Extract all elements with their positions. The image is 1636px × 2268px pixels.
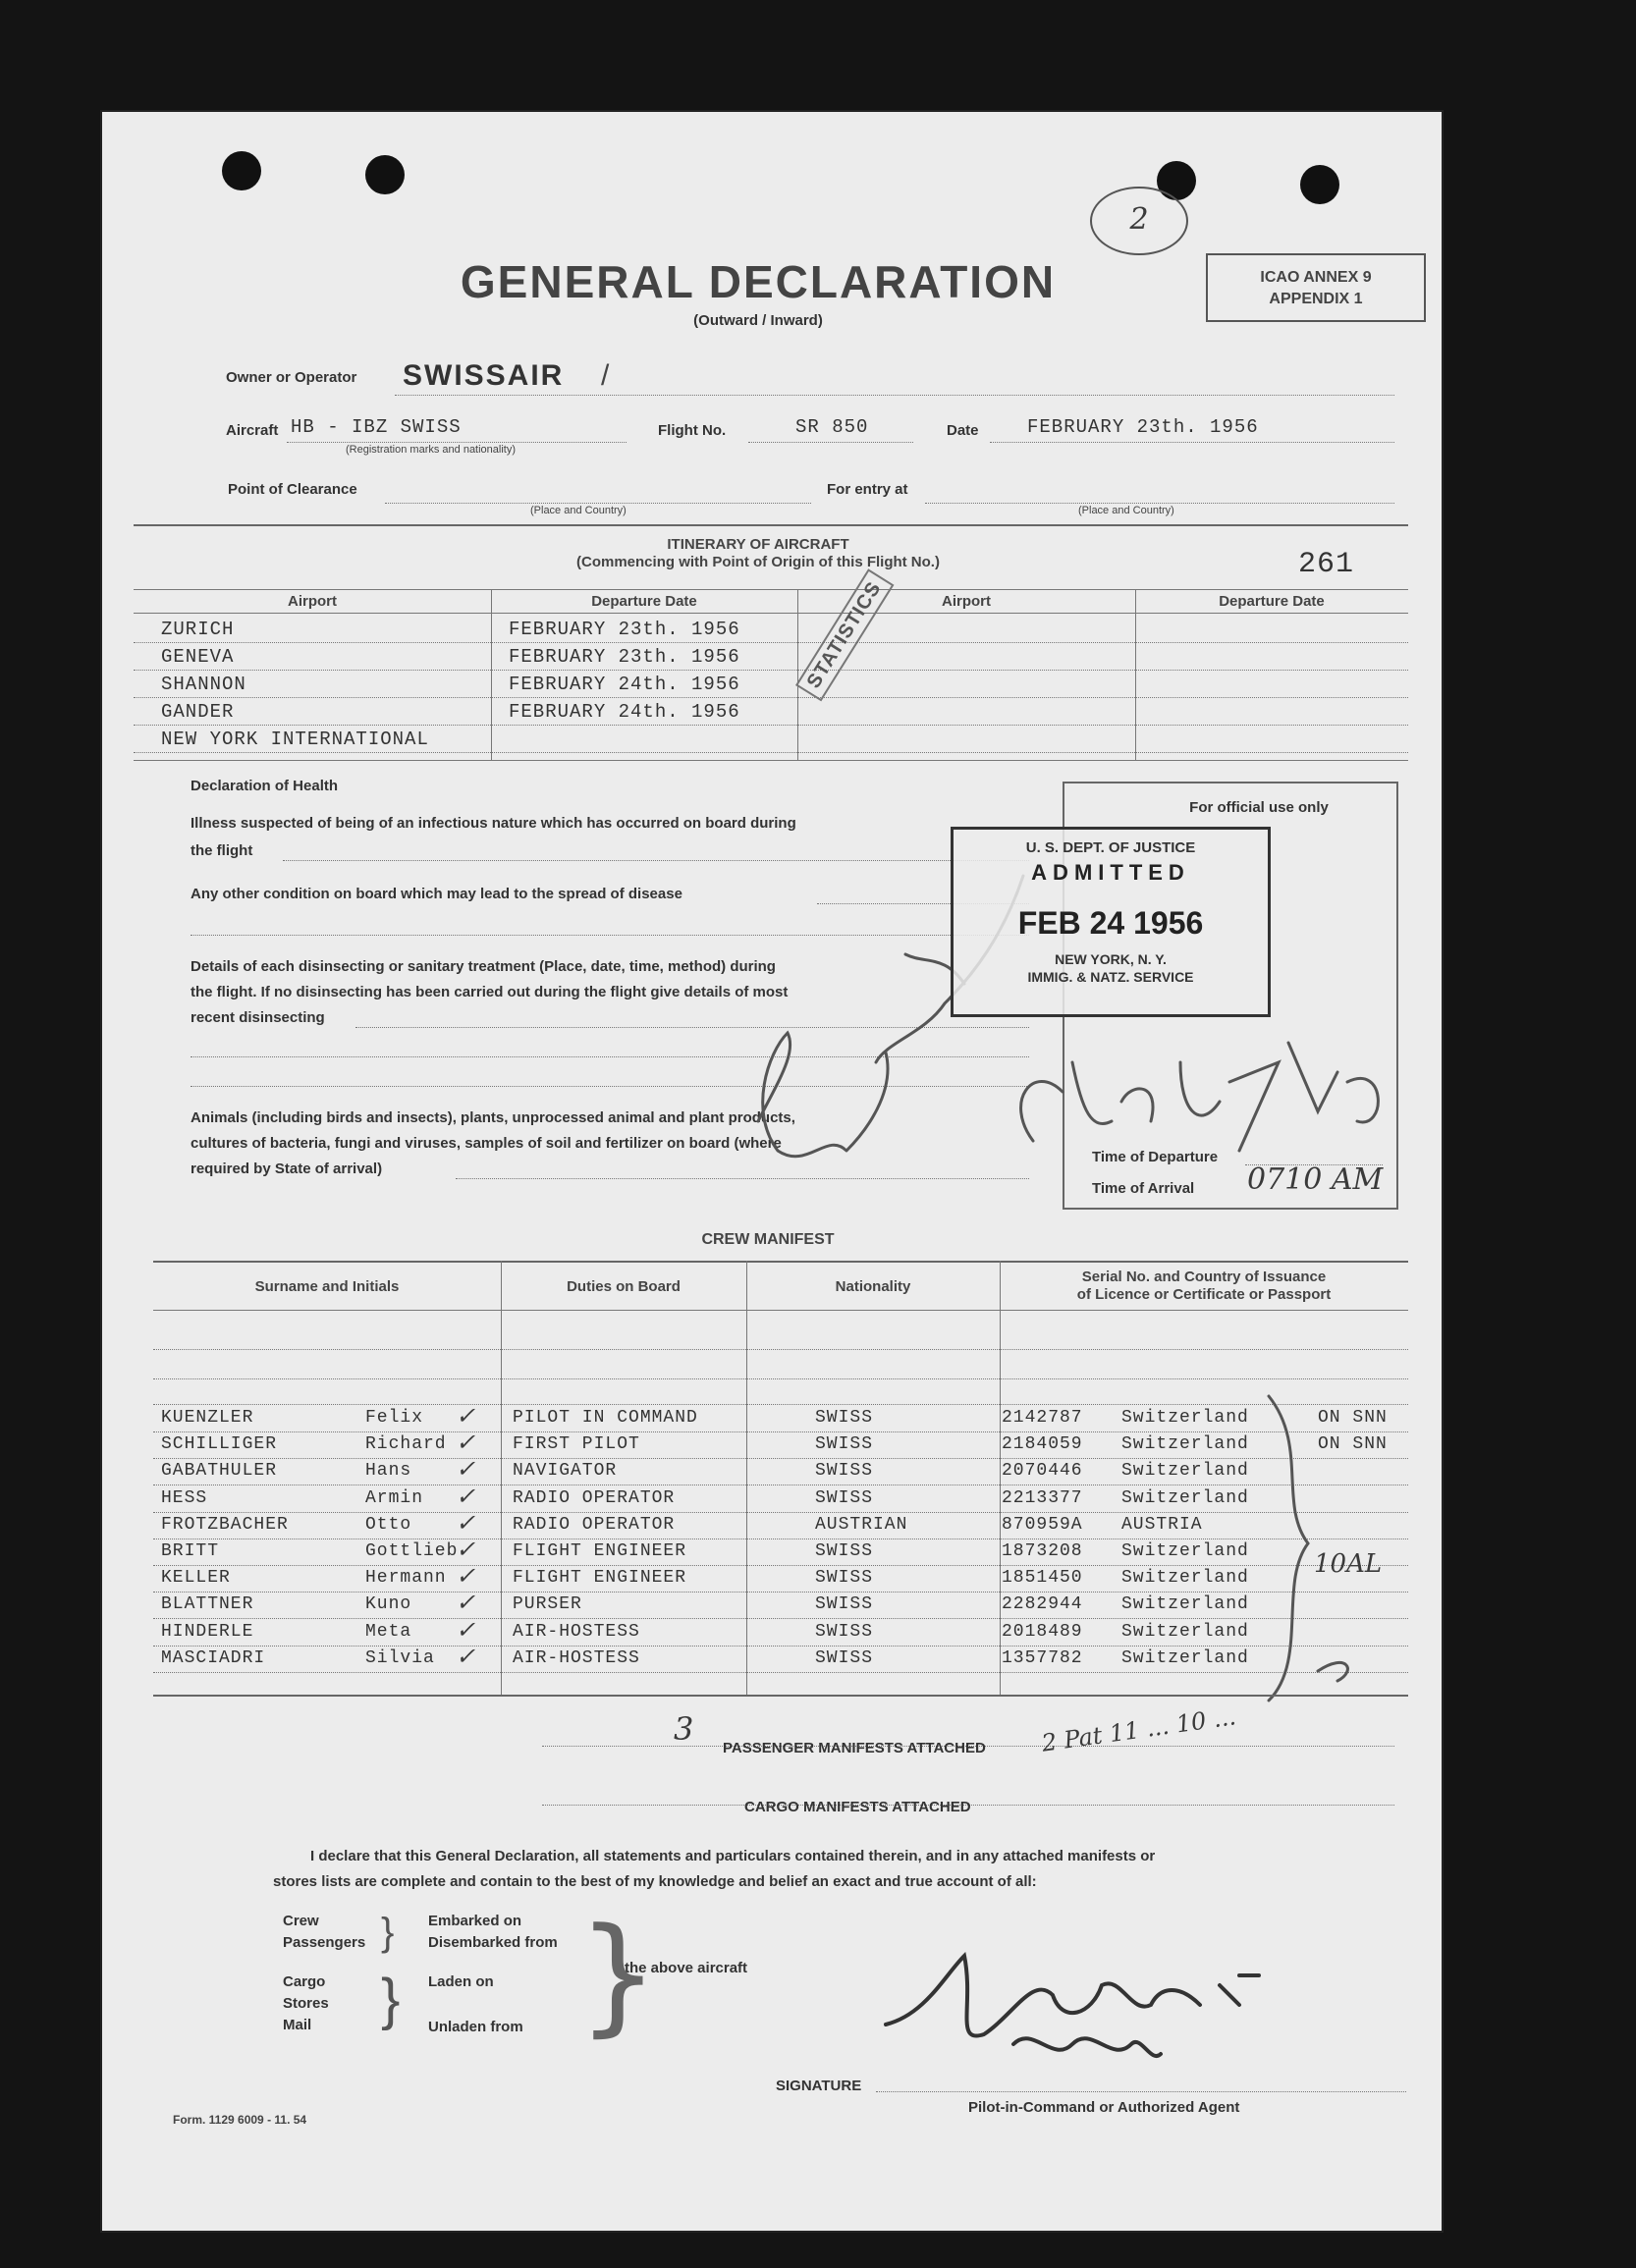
decl-embarked: Embarked on [428,1913,522,1929]
crew-surname: HINDERLE [161,1621,254,1642]
crew-col-nationality: Nationality [835,1278,911,1295]
itinerary-header-bottom [134,613,1408,614]
crew-check-mark: ✓ [456,1508,476,1537]
handwritten-bracket [1249,1386,1445,1710]
flight-underline [748,442,913,443]
itinerary-date: FEBRUARY 23th. 1956 [509,646,740,668]
crew-check-mark: ✓ [456,1615,476,1644]
crew-surname: KUENZLER [161,1408,254,1428]
crew-duty: AIR-HOSTESS [513,1647,640,1668]
health-q1a: Illness suspected of being of an infectious nature which has occurred on board during [191,815,796,832]
entry-sub: (Place and Country) [1078,505,1174,516]
crew-duty: NAVIGATOR [513,1461,618,1482]
crew-country: Switzerland [1121,1568,1249,1589]
crew-nationality: SWISS [815,1408,874,1428]
stamp-city: NEW YORK, N. Y. [1055,951,1167,967]
itinerary-col-airport: Airport [288,593,337,610]
decl-passengers: Passengers [283,1934,366,1951]
itinerary-airport: GENEVA [161,646,235,668]
decl-brace: } [381,1968,401,2031]
crew-title: CREW MANIFEST [701,1231,835,1248]
crew-row-line [153,1618,1408,1619]
itinerary-col-departure: Departure Date [1219,593,1325,610]
entry-underline [925,503,1394,504]
itinerary-airport: NEW YORK INTERNATIONAL [161,729,429,750]
crew-serial: 1851450 [1002,1568,1083,1589]
crew-duty: FLIGHT ENGINEER [513,1568,687,1589]
crew-col-divider [501,1261,502,1695]
stamp-date: FEB 24 1956 [1017,905,1204,941]
declaration-line2: stores lists are complete and contain to the best of my knowledge and belief an exact and true account of all: [273,1873,1037,1890]
clearance-sub: (Place and Country) [530,505,627,516]
crew-serial: 1873208 [1002,1541,1083,1561]
time-arrival-value: 0710 AM [1247,1162,1384,1197]
health-title: Declaration of Health [191,778,339,794]
crew-firstname: Silvia [365,1647,435,1668]
crew-duty: PILOT IN COMMAND [513,1408,698,1428]
punch-hole [222,151,261,190]
official-title: For official use only [1189,799,1329,816]
itinerary-airport: SHANNON [161,674,246,695]
crew-check-mark: ✓ [456,1562,476,1591]
itinerary-col-departure: Departure Date [591,593,697,610]
crew-nationality: SWISS [815,1647,874,1668]
health-q4a: Animals (including birds and insects), plants, unprocessed animal and plant products, [191,1109,795,1126]
crew-check-mark: ✓ [456,1455,476,1484]
crew-check-mark: ✓ [456,1589,476,1617]
passenger-note: 2 Pat 11 ... 10 ... [1040,1702,1238,1757]
stamp-service: IMMIG. & NATZ. SERVICE [1027,969,1194,985]
crew-nationality: SWISS [815,1434,874,1455]
signature-line [876,2091,1406,2092]
crew-country: Switzerland [1121,1461,1249,1482]
decl-above-aircraft: the above aircraft [625,1960,748,1976]
crew-nationality: AUSTRIAN [815,1514,908,1535]
crew-country: Switzerland [1121,1434,1249,1455]
crew-country: AUSTRIA [1121,1514,1203,1535]
crew-nationality: SWISS [815,1487,874,1508]
decl-mail: Mail [283,2017,312,2033]
aircraft-label: Aircraft [226,422,279,439]
signature-caption: Pilot-in-Command or Authorized Agent [968,2099,1240,2116]
crew-duty: RADIO OPERATOR [513,1514,676,1535]
flight-label: Flight No. [658,422,727,439]
itinerary-col-divider [797,589,798,760]
crew-surname: BLATTNER [161,1594,254,1615]
itinerary-row-line [134,642,1408,643]
crew-serial: 2018489 [1002,1621,1083,1642]
crew-check-mark: ✓ [456,1429,476,1457]
decl-crew: Crew [283,1913,319,1929]
crew-col-serial-line1: Serial No. and Country of Issuance [1081,1269,1327,1285]
crew-col-divider [1000,1261,1001,1695]
date-value: FEBRUARY 23th. 1956 [1027,416,1259,438]
crew-surname: MASCIADRI [161,1647,266,1668]
crew-serial: 1357782 [1002,1647,1083,1668]
signature-label: SIGNATURE [776,2078,862,2094]
crew-serial: 2070446 [1002,1461,1083,1482]
passenger-label: PASSENGER MANIFESTS ATTACHED [723,1740,986,1756]
crew-duty: FIRST PILOT [513,1434,640,1455]
crew-row-line [153,1458,1408,1459]
crew-row-line [153,1672,1408,1673]
crew-firstname: Gottlieb [365,1541,459,1561]
owner-slash: / [601,359,610,392]
itinerary-date: FEBRUARY 24th. 1956 [509,674,740,695]
crew-duty: PURSER [513,1594,582,1615]
flight-value: SR 850 [795,416,869,438]
crew-duty: RADIO OPERATOR [513,1487,676,1508]
crew-serial: 2184059 [1002,1434,1083,1455]
admitted-stamp [951,827,1271,1017]
crew-surname: SCHILLIGER [161,1434,278,1455]
statistics-stamp: STATISTICS [795,569,894,702]
itinerary-date: FEBRUARY 24th. 1956 [509,701,740,723]
passenger-count: 3 [674,1710,694,1748]
stamp-admitted: ADMITTED [1031,860,1190,885]
itinerary-header-top [134,589,1408,590]
crew-serial: 870959A [1002,1514,1083,1535]
crew-country: Switzerland [1121,1594,1249,1615]
clearance-label: Point of Clearance [228,481,357,498]
annex-line1: ICAO ANNEX 9 [1260,269,1372,286]
crew-header-top [153,1261,1408,1263]
crew-nationality: SWISS [815,1461,874,1482]
itinerary-airport: ZURICH [161,619,235,640]
decl-cargo: Cargo [283,1973,326,1990]
date-underline [990,442,1394,443]
itinerary-row-line [134,725,1408,726]
crew-firstname: Richard [365,1434,447,1455]
crew-firstname: Meta [365,1621,412,1642]
crew-serial: 2213377 [1002,1487,1083,1508]
itinerary-row-line [134,670,1408,671]
crew-firstname: Kuno [365,1594,412,1615]
stamp-dept: U. S. DEPT. OF JUSTICE [1025,839,1196,856]
itinerary-airport: GANDER [161,701,235,723]
crew-surname: HESS [161,1487,208,1508]
crew-blank-line [153,1378,1408,1379]
crew-serial: 2282944 [1002,1594,1083,1615]
itinerary-col-divider [1135,589,1136,760]
crew-check-mark: ✓ [456,1536,476,1563]
health-q3a: Details of each disinsecting or sanitary treatment (Place, date, time, method) during [191,958,776,975]
crew-nationality: SWISS [815,1621,874,1642]
crew-firstname: Hermann [365,1568,447,1589]
form-title: GENERAL DECLARATION [460,256,1057,307]
form-number: Form. 1129 6009 - 11. 54 [173,2113,307,2127]
crew-country: Switzerland [1121,1408,1249,1428]
margin-note: 10AL [1314,1549,1383,1579]
crew-country: Switzerland [1121,1541,1249,1561]
itinerary-row-line [134,697,1408,698]
crew-blank-line [153,1349,1408,1350]
section-divider [134,524,1408,526]
crew-nationality: SWISS [815,1568,874,1589]
aircraft-sub: (Registration marks and nationality) [346,444,517,456]
time-arrival-label: Time of Arrival [1092,1180,1195,1197]
crew-surname: FROTZBACHER [161,1514,289,1535]
clearance-underline [385,503,811,504]
itinerary-col-divider [491,589,492,760]
aircraft-underline [287,442,627,443]
decl-laden: Laden on [428,1973,494,1990]
date-label: Date [947,422,979,439]
crew-nationality: SWISS [815,1541,874,1561]
crew-country: Switzerland [1121,1487,1249,1508]
cargo-label: CARGO MANIFESTS ATTACHED [744,1799,971,1815]
itinerary-date: FEBRUARY 23th. 1956 [509,619,740,640]
crew-row-line [153,1646,1408,1647]
crew-col-serial [1000,1269,1408,1304]
crew-surname: KELLER [161,1568,231,1589]
crew-nationality: SWISS [815,1594,874,1615]
health-q3b: the flight. If no disinsecting has been carried out during the flight give details of most [191,984,789,1000]
crew-firstname: Otto [365,1514,412,1535]
crew-row-line [153,1592,1408,1593]
decl-big-brace: } [577,1900,659,2049]
declaration-line1: I declare that this General Declaration, all statements and particulars contained therein, and in any attached manifests or [310,1848,1156,1864]
crew-firstname: Felix [365,1408,424,1428]
crew-blank-line [153,1404,1408,1405]
health-q4c: required by State of arrival) [191,1161,383,1177]
crew-country: Switzerland [1121,1621,1249,1642]
icao-annex-box [1206,253,1426,322]
punch-hole [365,155,405,194]
declaration-form [100,110,1444,2233]
crew-check-mark: ✓ [456,1482,476,1510]
crew-firstname: Armin [365,1487,424,1508]
crew-duty: FLIGHT ENGINEER [513,1541,687,1561]
crew-note: ON SNN [1318,1408,1388,1428]
crew-serial: 2142787 [1002,1408,1083,1428]
crew-col-divider [746,1261,747,1695]
crew-note: ON SNN [1318,1434,1388,1455]
decl-disembarked: Disembarked from [428,1934,558,1951]
crew-col-name: Surname and Initials [254,1278,400,1295]
crew-check-mark: ✓ [456,1642,476,1670]
itinerary-subtitle: (Commencing with Point of Origin of this Flight No.) [576,554,940,570]
decl-brace: } [381,1911,395,1954]
aircraft-value: HB - IBZ SWISS [291,416,462,438]
crew-row-line [153,1512,1408,1513]
circled-number: 2 [1090,187,1188,255]
itinerary-bottom [134,760,1408,761]
owner-underline [395,395,1394,396]
crew-row-line [153,1565,1408,1566]
owner-label: Owner or Operator [226,369,357,386]
crew-surname: GABATHULER [161,1461,278,1482]
crew-col-duties: Duties on Board [567,1278,681,1295]
punch-hole [1300,165,1339,204]
entry-label: For entry at [827,481,908,498]
time-departure-label: Time of Departure [1092,1149,1219,1165]
itinerary-col-airport: Airport [942,593,991,610]
signature-scribble [866,1917,1357,2093]
annex-line2: APPENDIX 1 [1269,291,1363,307]
itinerary-title: ITINERARY OF AIRCRAFT [667,536,849,553]
health-q3c: recent disinsecting [191,1009,325,1026]
crew-surname: BRITT [161,1541,220,1561]
crew-country: Switzerland [1121,1647,1249,1668]
decl-unladen: Unladen from [428,2019,523,2035]
crew-check-mark: ✓ [456,1402,476,1430]
form-subtitle: (Outward / Inward) [693,312,823,329]
crew-firstname: Hans [365,1461,412,1482]
crew-col-serial-line2: of Licence or Certificate or Passport [1076,1286,1332,1303]
crew-header-bottom [153,1310,1408,1311]
health-q1b: the flight [191,842,253,859]
owner-value: SWISSAIR [403,359,565,392]
itinerary-row-line [134,752,1408,753]
crew-duty: AIR-HOSTESS [513,1621,640,1642]
crew-row-line [153,1431,1408,1432]
decl-stores: Stores [283,1995,329,2012]
page-number: 261 [1298,548,1355,581]
health-q2: Any other condition on board which may lead to the spread of disease [191,886,682,902]
health-q4b: cultures of bacteria, fungi and viruses, samples of soil and fertilizer on board (where [191,1135,782,1152]
crew-bottom [153,1695,1408,1697]
